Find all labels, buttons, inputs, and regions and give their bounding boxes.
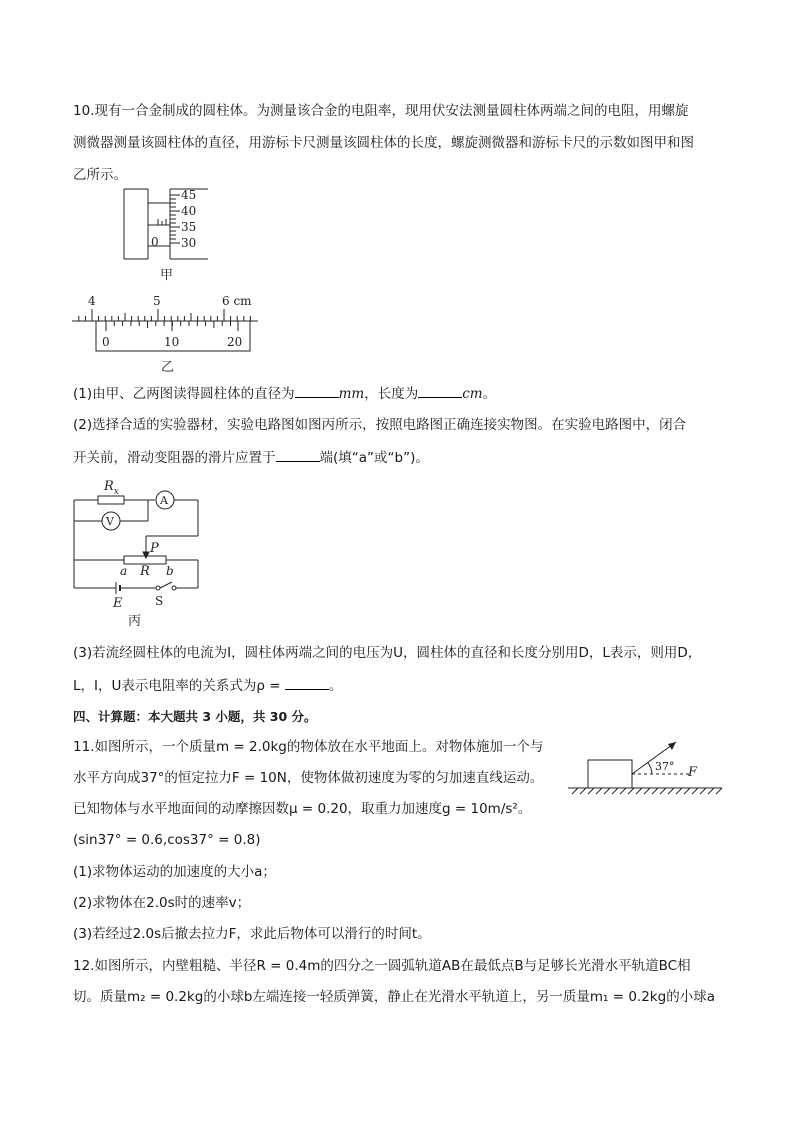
thimble-label-40: 40: [181, 204, 197, 218]
label-e: E: [113, 596, 123, 611]
q12-line-2: 切。质量m₂ = 0.2kg的小球b左端连接一轻质弹簧，静止在光滑水平轨道上，另一质量m₁ = 0.2kg的小球a: [73, 989, 715, 1005]
q11-line-1: 11.如图所示，一个质量m = 2.0kg的物体放在水平地面上。对物体施加一个与: [73, 739, 544, 755]
micrometer-figure: [118, 183, 218, 283]
q10-sub3-line-2: L，I，U表示电阻率的关系式为ρ = 。: [73, 675, 342, 696]
answer-blank-slider-end[interactable]: [276, 447, 320, 462]
q10-sub1: (1)由甲、乙两图读得圆柱体的直径为 mm，长度为 cm。: [73, 383, 496, 404]
main-scale-label-4: 4: [88, 294, 96, 308]
q10-sub2-line-1: (2)选择合适的实验器材，实验电路图如图丙所示，按照电路图正确连接实物图。在实验电路图中，闭合: [73, 417, 687, 433]
answer-blank-resistivity[interactable]: [285, 675, 329, 690]
angle-label: 37°: [655, 760, 675, 773]
q11-sub2: (2)求物体在2.0s时的速率v；: [73, 895, 251, 911]
q10-sub3-line-1: (3)若流经圆柱体的电流为I，圆柱体两端之间的电压为U，圆柱体的直径和长度分别用D，L表示，则用D，: [73, 645, 702, 661]
caption-yi: 乙: [161, 360, 175, 373]
vernier-caliper-figure: [68, 291, 268, 373]
q11-line-4: (sin37° = 0.6,cos37° = 0.8): [73, 832, 261, 848]
label-b: b: [166, 564, 174, 578]
q10-stem-line-2: 测微器测量该圆柱体的直径，用游标卡尺测量该圆柱体的长度，螺旋测微器和游标卡尺的示数如图甲和图: [73, 135, 694, 151]
vernier-label-20: 20: [227, 335, 243, 349]
ammeter-icon: A: [160, 494, 168, 507]
section-heading-calculation: 四、计算题：本大题共 3 小题，共 30 分。: [73, 709, 317, 724]
answer-blank-length[interactable]: [418, 383, 462, 398]
q11-sub1: (1)求物体运动的加速度的大小a；: [73, 864, 276, 880]
label-s: S: [155, 594, 164, 608]
main-scale-label-5: 5: [153, 294, 161, 308]
circuit-diagram: [68, 474, 208, 630]
vernier-label-0: 0: [102, 335, 110, 349]
caption-jia: 甲: [160, 268, 174, 283]
voltmeter-icon: V: [106, 515, 114, 528]
q11-sub3: (3)若经过2.0s后撤去拉力F，求此后物体可以滑行的时间t。: [73, 926, 431, 942]
q10-sub2-line-2: 开关前，滑动变阻器的滑片应置于 端(填“a”或“b”)。: [73, 447, 429, 468]
label-a: a: [120, 564, 128, 578]
q10-stem-line-1: 10.现有一合金制成的圆柱体。为测量该合金的电阻率，现用伏安法测量圆柱体两端之间的电阻，用螺旋: [73, 103, 689, 119]
q12-line-1: 12.如图所示，内壁粗糙、半径R = 0.4m的四分之一圆弧轨道AB在最低点B与足够长光滑水平轨道BC相: [73, 958, 691, 974]
q11-line-2: 水平方向成37°的恒定拉力F = 10N，使物体做初速度为零的匀加速直线运动。: [73, 770, 544, 786]
q11-line-3: 已知物体与水平地面间的动摩擦因数μ = 0.20，取重力加速度g = 10m/s²。: [73, 801, 532, 817]
thimble-label-45: 45: [181, 188, 197, 202]
thimble-label-30: 30: [181, 236, 197, 250]
answer-blank-diameter[interactable]: [295, 383, 339, 398]
caption-bing: 丙: [128, 614, 142, 629]
vernier-label-10: 10: [164, 335, 180, 349]
label-rx: $R_x$: [104, 479, 119, 497]
force-label: F: [688, 765, 698, 780]
sleeve-label-0: 0: [151, 235, 159, 249]
block-force-diagram: [566, 732, 726, 802]
label-r: R: [140, 564, 150, 579]
thimble-label-35: 35: [181, 220, 197, 234]
label-p: P: [150, 541, 159, 556]
main-scale-label-6cm: 6 cm: [222, 294, 252, 308]
q10-stem-line-3: 乙所示。: [73, 167, 127, 183]
